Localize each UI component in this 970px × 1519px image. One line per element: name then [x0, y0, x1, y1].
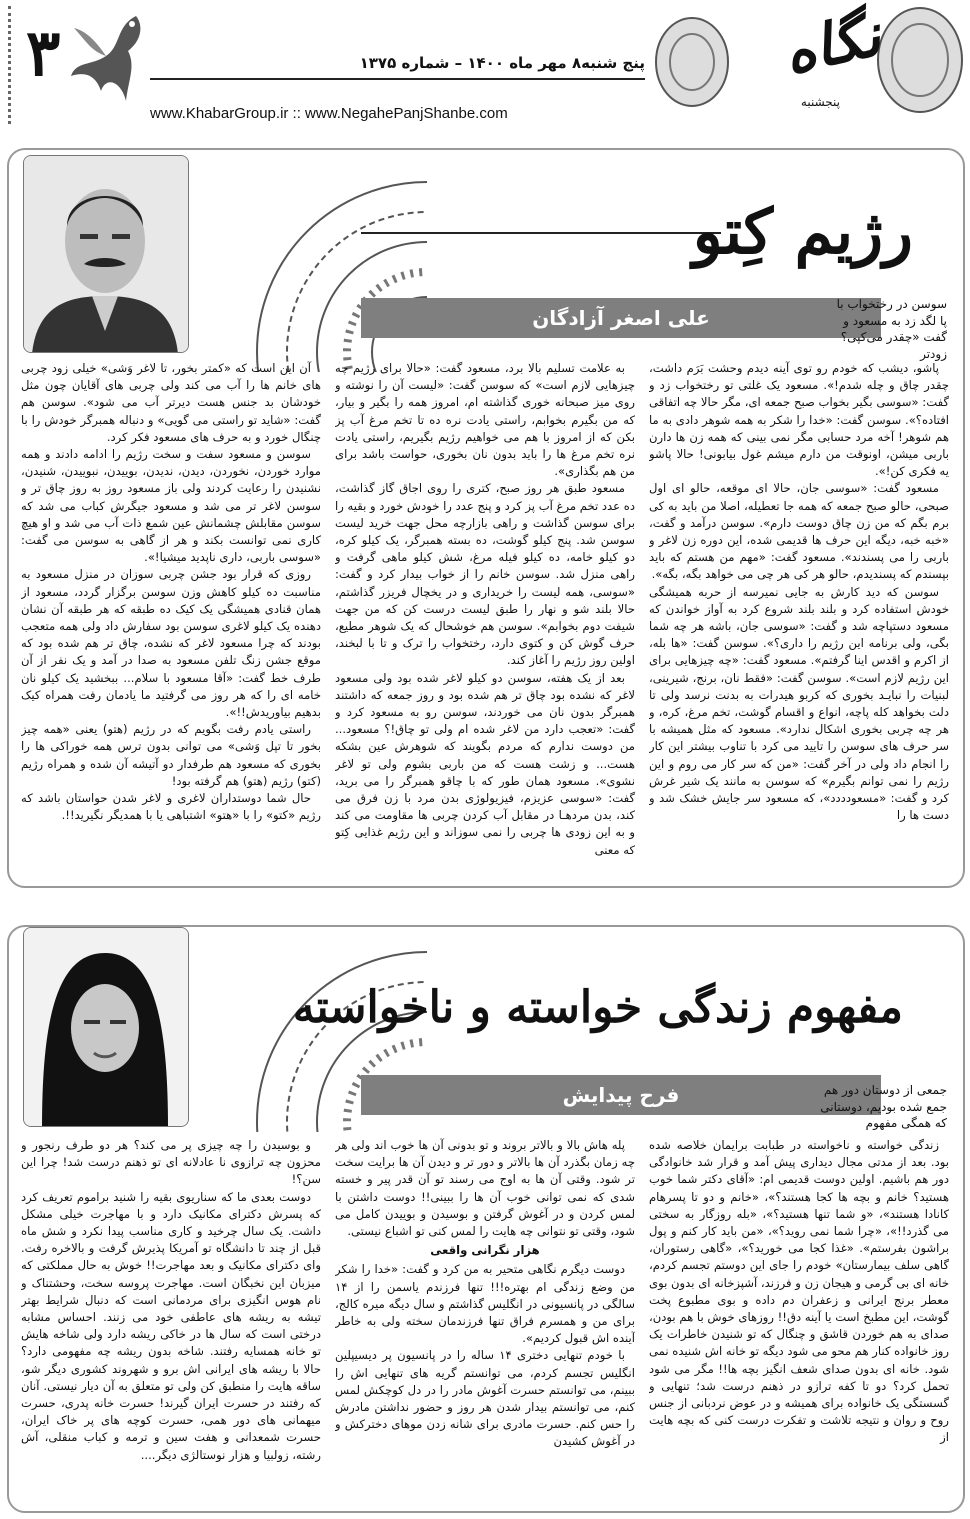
article-intro: جمعی از دوستان دور هم جمع شده بودیم، دوستانی که همگی مفهوم: [820, 1083, 947, 1130]
article-intro: سوسن در رختخواب با پا لگد زد به مسعود و گفت «چقدر می‌کپی؟ زودتر: [836, 297, 947, 361]
header-rule: [150, 78, 645, 80]
paragraph: مسعود طبق هر روز صبح، کتری را روی اجاق گاز گذاشت، ده عدد تخم مرغ آب پز کرد و پنج عدد را خودش خورد و بقیه را برای سوسن گذاشت و راهی بازارچه محل جهت خرید لیست سوسن شد. پنج کیلو گوشت، ده بسته همبرگر، یک کیلو کره، دو کیلو خامه، ده کیلو فیله مرغ، شش کیلو ماهی گرفت و راهی منزل شد. سوسن خانم را از خواب بیدار کرد و گفت: «سوسی، همه لیست را خریداری و در یخچال فریزر گذاشتم، حالا بلند شو و نهار را طبق لیست درست کن که من جهت شیفت دوم بخوابم». سوسن هم خوشحال که یک شوهر مطیع، حرف گوش کن و کتوی دارد، رختخواب را ترک و تا با لبخند، اولین روز رژیم را آغاز کند.: [335, 481, 635, 668]
logo-subtitle: پنجشنبه: [800, 95, 840, 109]
woman-portrait-icon: [23, 928, 188, 1127]
paragraph: و بوسیدن را چه چیزی پر می کند؟ هر دو طرف رنجور و محزون چه ترازوی نا عادلانه ای تو ذهنم درست شد! چرا این سن؟!: [21, 1138, 321, 1187]
paragraph: مسعود گفت: «سوسی جان، حالا ای موقعه، حالو ای اول صبحی، حالو صبح جمعه که همه جا تعطیله، اصلا من باید به کی برم بگم که من زن چاق دوست دارم». سوسن درآمد و گفت، «خبه خبه، دیگه این حرف ها قدیمی شده، این دوره زن لاغر و باربی را می پسندند». مسعود گفت: «مهم من هستم که باید بپسندم که پسندیدم، حالو هر کی هر چی می خواهد بگه، بگه».: [649, 481, 949, 582]
paragraph: آن این است که «کمتر بخور، تا لاغر وَشی» خیلی زود چربی های خانم ها را آب می کند ولی چربی های آقایان چون مثل خودشان بد جنس هست دیرتر آب می شود». سوسن هم گفت: «شاید تو راستی می گویی» و دنباله همبرگر خودش را با چنگال خورد و به حرف های مسعود فکر کرد.: [21, 361, 321, 444]
author-photo: [23, 155, 189, 353]
title-rule: [361, 232, 721, 234]
column-3: [21, 360, 321, 876]
column-1: [649, 1137, 949, 1501]
article-keto-diet: [7, 148, 965, 888]
article-life-meaning: [7, 925, 965, 1513]
paragraph: سوسن و مسعود سفت و سخت رژیم را ادامه دادند و همه موارد خوردن، نخوردن، دیدن، ندیدن، بوییدن، نبوییدن، شنیدن، نشنیدن را رعایت کردند ولی باز مسعود روز به روز چاق تر و سوسن لاغر تر می شد و مسعود جیگرش کباب می شد که سوسن مقابلش چشمانش عین شمع ذات آب می شد و او هیچ کاری نمی توانست بکند و هر از گاهی به سوسن می گفت: «سوسی باربی، داری ناپدید میشیا!».: [21, 447, 321, 565]
article-title: مفهوم زندگی خواسته و ناخواسته: [292, 982, 903, 1033]
paragraph: پاشو، دیشب که خودم رو توی آینه دیدم وحشت بَرَم داشت، چقدر چاق و چله شدم!». مسعود یک غلتی تو رختخواب زد و گفت: «سوسی بگیر بخواب صبح جمعه ای، مگر حالا چه اتفاقی افتاده؟». سوسن گفت: «خدا را شکر به همه شوهر دادی به ما هم شوهر! آخه مرد حسابی مگر نمی بینی که همه زن ها دارن باربی میشن، اونوقت من دارم میشم غول بیابونی! حالا پاشو یه فکری کن!».: [649, 361, 949, 479]
paragraph: راستی یادم رفت بگویم که در رژیم (هتو) یعنی «همه چیز بخور تا تپل وَشی» می توانی بدون ترس همه خوراکی ها را بخوری که مسعود هم طرفدار دو آتیشه آن شده و همراه رژیم (کتو) رژیم (هتو) هم گرفته بود!: [21, 722, 321, 788]
author-byline: علی اصغر آزادگان: [361, 298, 881, 338]
paragraph: به علامت تسلیم بالا برد، مسعود گفت: «حالا برای رژیم چه چیزهایی لازم است» که سوسن گفت: «لیست آن را نوشته و روی میز صبحانه خوری گذاشته ام، امروز همه را بگیر و بیار، که من بگیرم بخوابم، راستی یادت نره ده تا تخم مرغ آب پز بکن که از امروز با هم می خواهیم رژیم بگیریم، راستی یادت نره تخم مرغ ها را باید بدون نان بخوری، حواست باشد برای من هم بگذاری».: [335, 361, 635, 479]
paragraph: دوست دیگرم نگاهی متحیر به من کرد و گفت: «خدا را شکر من وضع زندگی ام بهتره!!! تنها فرزندم یاسمن را از ۱۴ سالگی در پانسیونی در انگلیس گذاشتم و سال دیگه میره کالج، برای من و همسرم فراق تنها فرزندمان سخته ولی به خاطر آینده اش قبول کردیم».: [335, 1262, 635, 1346]
masthead: [0, 0, 970, 135]
logo-text: نگاه: [777, 0, 887, 88]
column-2: [335, 1137, 635, 1501]
paragraph: روزی که قرار بود جشن چربی سوزان در منزل مسعود به مناسبت ده کیلو کاهش وزن سوسن برگزار گردد، مسعود از همان قنادی همیشگی یک کیک ده طبقه که هر طبقه آن نشان دهنده یک کیلو لاغری سوسن بود سفارش داد ولی همه متعجب بودند که چرا مسعود لاغر که نشده، چاق تر هم شده بود که موقع جشن زنگ تلفن مسعود به صدا در آمد و یک نفر از آن طرف خط گفت: «آقا مسعود با سلام... ببخشید یک کیلو نان خامه ای را که هر روز می گرفتید ما یادمان رفت همراه کیک بدهیم بیاوریدش!!».: [21, 567, 321, 720]
column-3: [21, 1137, 321, 1501]
section-subhead: هزار نگرانی واقعی: [430, 1243, 540, 1258]
page-number: ۳: [26, 16, 61, 91]
author-photo: [23, 927, 189, 1127]
issue-date-line: پنج شنبه۸ مهر ماه ۱۴۰۰ – شماره ۱۳۷۵: [359, 54, 645, 72]
article-title: رژیم کِتو: [692, 195, 913, 268]
newspaper-logo: [650, 0, 970, 132]
paragraph: با خودم تنهایی دختری ۱۴ ساله را در پانسیون پر دیسیپلین انگلیس تجسم کردم، می توانستم گریه های تنهایی اش را ببینم، می توانستم حسرت آغوش مادر را در دل کوچکش لمس کنم، می توانستم بیدار شدن هر روز و حضور نداشتن مادرش را حس کنم. حسرت مادری برای شانه زدن موهای دخترکش و در آغوش کشیدن: [335, 1348, 635, 1449]
paragraph: پله هاش بالا و بالاتر بروند و تو بدونی آن ها خوب اند ولی هر چه زمان بگذرد آن ها بالاتر و دور تر و دیدن آن ها برایت سخت تر شود. وقتی آن ها به اوج می رسند تو آن قدر پیر و خسته شدی که نمی توانی خوب آن ها را ببینی!! دوست داشتن با لمس کردن و در آغوش گرفتن و بوسیدن و بوییدن کامل می شود، وقتی تو نتوانی چه هایت را لمس کنی تو اشباع نیستی.: [335, 1138, 635, 1239]
article-columns: [21, 1137, 949, 1501]
page-number-box: [8, 4, 138, 122]
author-byline: فرح پیدایش: [361, 1075, 881, 1115]
man-portrait-icon: [23, 156, 188, 353]
chain-ornament: [8, 6, 24, 124]
article-columns: [21, 360, 949, 876]
paragraph: زندگی خواسته و ناخواسته در طبابت برایمان خلاصه شده بود. بعد از مدتی مجال دیداری پیش آمد و قرار شد خانوادگی دور هم باشیم. اولین دوست قدیمی ام: «آقای دکتر شما خوب هستید؟ خانم و بچه ها کجا هستند؟»، «خانم و دو تا پسرهام کانادا هستند»، «و شما تنها هستید؟»، «بله روزگار به سختی می گذرد!!»، «چرا شما نمی روید؟»، «من باید کار کنم و پول براشون بفرستم». «غذا کجا می خورید؟»، «گاهی رستوران، گاهی سلف بیمارستان» خودم را جای این دوستم تجسم کردم، خانه ای بی گرمی و هیجان زن و فرزند، آشپزخانه ای بدون بوی معطر برنج ایرانی و زعفران دم داده و بوی مطبوع پخت گوشت، این مطبخ است یا آینه دق!! روزهای خوش با هم بودن، صدای به هم خوردن قاشق و چنگال که تو شنیدن خاطرات یک روز خانواده کنار هم محو می شود دیگه تو خانه اش شنیده نمی شود. خانه ای بدون صدای شعف انگیز بچه ها!! مگر می شود تحمل کرد؟ دو تا کفه ترازو در ذهنم درست شد؛ تنهایی و گسستگی یک خانواده برای همیشه و در عوض نردبانی از جنس روح و روان و نتیجه تلاشت و تفکرت درست کنی که بچه هایت از: [649, 1138, 949, 1445]
mandala-ornament: [187, 172, 427, 372]
paragraph: حال شما دوستداران لاغری و لاغر شدن حواستان باشد که رژیم «کتو» را با «هتو» اشتباهی یا با همدیگر نگیرید!!.: [21, 791, 321, 823]
website-links[interactable]: www.KhabarGroup.ir :: www.NegahePanjShanbe.com: [150, 105, 508, 122]
column-1: [649, 360, 949, 876]
phoenix-icon: [66, 6, 146, 116]
paragraph: بعد از یک هفته، سوسن دو کیلو لاغر شده بود ولی مسعود لاغر که نشده بود چاق تر هم شده بود و روز جمعه که داشتند همبرگر بدون نان می خوردند، سوسن رو به مسعود کرد و گفت: «تعجب دارد من لاغر شده ام ولی تو چاق!؟ مسعود... من دوست ندارم که مردم بگویند که شوهرش عین بشکه هست... و زشت هست که من باربی بشوم ولی تو لاغر نشوی». مسعود همان طور که با چاقو همبرگر را می برید، گفت: «سوسی عزیزم، فیزیولوژی بدن مرد با زن فرق می کند، بدن مردهـا در مقابل آب کردن چربی ها مقاومت می کند و به این زودی ها چربی را نمی سوزاند و این رژیم غذایی کِتو که معنی: [335, 670, 635, 857]
paragraph: سوسن که دید کارش به جایی نمیرسه از حربه همیشگی خودش استفاده کرد و بلند بلند شروع کرد به آواز خواندن که مسعود دستپاچه شد و گفت: «سوسی جان، باشه هر چه شما بگی، ولی برنامه این رژیم را داری؟». سوسن گفت: «ها بله، از اکرم و اقدس اینا گرفتم». مسعود گفت: «چه چیزهایی برای این رژیم لازم است». سوسن گفت: «فقط نان، برنج، شیرینی، لبنیات را نبایـد بخوری که کربو هیدرات به بدنت نرسد ولی تا دلت بخواهد کله پاچه، انواع و اقسام گوشت، تخم مرغ، کره، و هر چه چربی بخوری اشکال ندارد». مسعود که مثل همیشه با سر حرف های سوسن را تایید می کرد با تناوب بیشتر این کار را انجام داد ولی در آخر گفت: «من که سر کار می روم و این رژیم را نمی توانم بگیرم» که سوسن به مانند یک شیر غرش کرد و گفت: «مسعودددد»، که مسعود سر جایش خشک شد و دست ها را: [649, 584, 949, 823]
paragraph: دوست بعدی ما که سناریوی بقیه را شنید براموم تعریف کرد که پسرش دکترای مکانیک دارد و با مهاجرت خیلی مشکل داشت. یک سال چرخید و کاری مناسب پیدا نکرد و شش ماه قبل از چند تا دانشگاه تو آمریکا پذیرش گرفت و بالاخره رفت. وای دکترای مکانیک و بعد مهاجرت!! خوش به حال مملکتی که میزبان این نخبگان است. مهاجرت پروسه سخت، وحشتناک و نام هوس انگیزی برای مردمانی است که دنبال شرایط بهتر تیشه به ریشه های عاطفی خود می زنند. احساس مشابه درختی است که سال ها در خاکی ریشه دارد ولی شاخه هایش تو خانه همسایه رفتند. شاخه بدون ریشه چه مفهومی دارد؟ حالا با ریشه های ایرانی اش برو و شهروند کشوری دیگر شو، ساقه هایت را منطبق کن ولی تو متعلق به آن دیار نیستی. آنان که رفتند در حسرت ایران گیرند! حسرت خانه پدری، حسرت میهمانی های دور همی، حسرت کوچه های پر خاک ایران، حسرت شمعدانی و هفت سین و ترمه و کباب منقلی، آش رشته، زولبیا و هزار نوستالژی دیگر....: [21, 1189, 321, 1462]
column-2: [335, 360, 635, 876]
